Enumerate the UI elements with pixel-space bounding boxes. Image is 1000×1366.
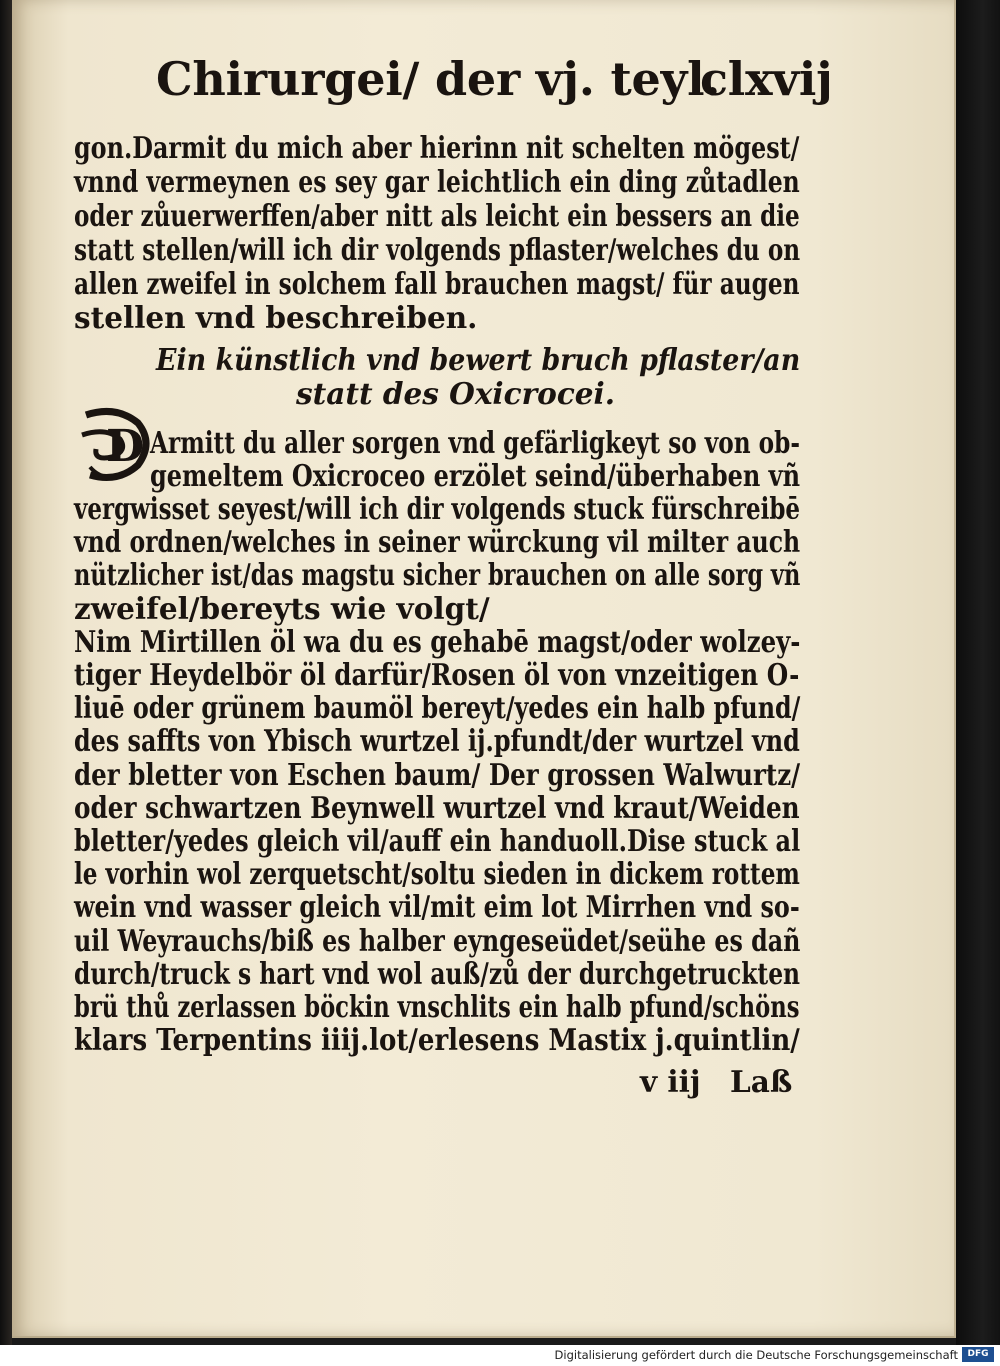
paragraph-2-line: wein vnd wasser gleich vil/mit eim lot Mirrhen vnd so- bbox=[74, 889, 800, 924]
paragraph-2-line: des saffts von Ybisch wurtzel ij.pfundt/der wurtzel vnd bbox=[74, 723, 800, 758]
book-edge-right bbox=[956, 0, 1000, 1345]
paragraph-2-line: liuē oder grünem baumöl bereyt/yedes ein halb pfund/ bbox=[74, 690, 801, 725]
paragraph-2-line: le vorhin wol zerquetscht/soltu sieden in dickem rottem bbox=[74, 856, 800, 891]
paragraph-2-line: bletter/yedes gleich vil/auff ein handuoll.Dise stuck al bbox=[74, 823, 801, 858]
paragraph-1-line: stellen vnd beschreiben. bbox=[74, 300, 478, 335]
paragraph-2-line: Nim Mirtillen öl wa du es gehabē magst/oder wolzey- bbox=[74, 624, 801, 659]
paragraph-2-line: der bletter von Eschen baum/ Der grossen Walwurtz/ bbox=[74, 757, 801, 792]
decorated-initial bbox=[76, 405, 154, 483]
paragraph-2-line: uil Weyrauchs/biß es halber eyngeseüdet/seühe es dañ bbox=[74, 923, 801, 958]
paragraph-2-line: oder schwartzen Beynwell wurtzel vnd kraut/Weiden bbox=[74, 790, 800, 825]
signature-mark: v iij bbox=[640, 1064, 701, 1099]
catchword: Laß bbox=[730, 1064, 793, 1099]
section-heading-line: statt des Oxicrocei. bbox=[296, 376, 616, 411]
running-head-title: Chirurgei/ der vj. teyl. bbox=[156, 52, 721, 106]
book-board-left bbox=[0, 0, 12, 1345]
footer-bar bbox=[0, 1345, 1000, 1366]
paragraph-1-line: vnnd vermeynen es sey gar leichtlich ein ding zůtadlen bbox=[74, 164, 800, 199]
section-heading-line: Ein künstlich vnd bewert bruch pflaster/an bbox=[156, 342, 801, 377]
paragraph-2-line: vergwisset seyest/will ich dir volgends stuck fürschreibē bbox=[74, 491, 801, 526]
paragraph-1-line: statt stellen/will ich dir volgends pflaster/welches du on bbox=[74, 232, 801, 267]
dfg-logo: DFG bbox=[962, 1347, 994, 1362]
paragraph-1-line: oder zůuerwerffen/aber nitt als leicht ein bessers an die bbox=[74, 198, 800, 233]
paragraph-2-line: zweifel/bereyts wie volgt/ bbox=[74, 591, 490, 626]
paragraph-2-line-1: Armitt du aller sorgen vnd gefärligkeyt so von ob- bbox=[150, 425, 800, 460]
paragraph-2-line: brü thů zerlassen böckin vnschlits ein halb pfund/schöns bbox=[74, 989, 800, 1024]
paragraph-1-line: gon.Darmit du mich aber hierinn nit schelten mögest/ bbox=[74, 130, 800, 165]
paragraph-2-line-2: gemeltem Oxicroceo erzölet seind/überhaben vñ bbox=[150, 458, 801, 493]
paragraph-2-line: klars Terpentins iiij.lot/erlesens Mastix j.quintlin/ bbox=[74, 1022, 800, 1057]
paragraph-1-line: allen zweifel in solchem fall brauchen magst/ für augen bbox=[74, 266, 800, 301]
svg-text:D: D bbox=[106, 421, 145, 472]
paragraph-2-line: tiger Heydelbör öl darfür/Rosen öl von vnzeitigen O- bbox=[74, 657, 800, 692]
paragraph-2-line: nützlicher ist/das magstu sicher brauchen on alle sorg vñ bbox=[74, 557, 801, 592]
paragraph-2-line: durch/truck s hart vnd wol auß/zů der durchgetruckten bbox=[74, 956, 801, 991]
folio-number: clxvij bbox=[700, 52, 833, 106]
footer-credit: Digitalisierung gefördert durch die Deutsche Forschungsgemeinschaft bbox=[554, 1348, 958, 1362]
paragraph-2-line: vnd ordnen/welches in seiner würckung vil milter auch bbox=[74, 524, 801, 559]
